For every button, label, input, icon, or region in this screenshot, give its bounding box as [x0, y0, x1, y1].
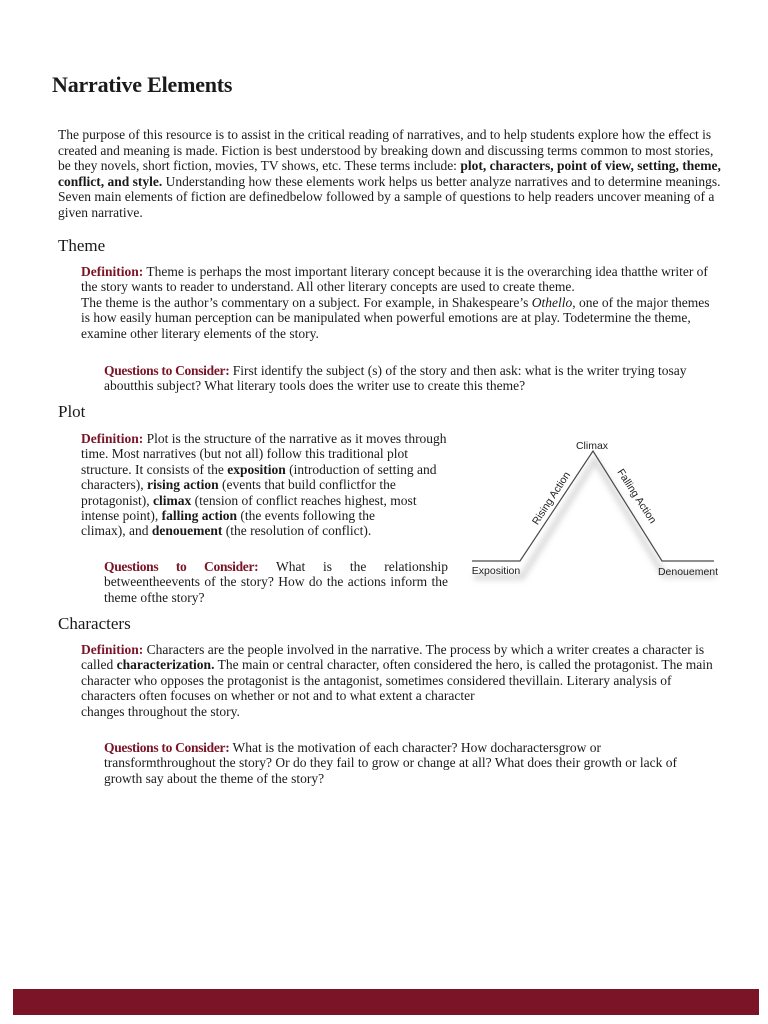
diagram-label-denouement: Denouement [657, 566, 719, 578]
diagram-label-rising-action: Rising Action [529, 469, 574, 528]
plot-def-text-2: (introduction of setting and characters), [81, 461, 437, 493]
theme-heading: Theme [58, 236, 106, 255]
plot-definition [81, 431, 453, 539]
plot-def-text-4: (tension of conflict reaches highest, most intense point), [81, 492, 417, 524]
plot-term-denouement: denouement [151, 523, 223, 539]
plot-def-text-7: (the resolution of conflict). [222, 523, 372, 539]
intro-text-2: Understanding how these elements work helps us better analyze narratives and to determine meanings. Seven main elements of fiction are definedbelow followed by a sample of questions to help readers uncover meaning of a given narrative. [58, 173, 721, 220]
characters-questions [104, 740, 714, 786]
characters-definition [81, 642, 721, 719]
theme-definition [81, 264, 721, 341]
characters-definition-label: Definition: [81, 642, 144, 657]
characters-def-text-1: Characters are the people involved in the narrative. The process by which a writer creates a character is called [81, 642, 705, 673]
plot-questions-text: What is the relationship betweentheevents of the story? How do the actions inform the theme ofthe story? [104, 559, 448, 605]
intro-paragraph [58, 127, 722, 221]
footer-bar [13, 989, 759, 1015]
theme-questions-label: Questions to Consider: [104, 363, 230, 378]
plot-definition-label: Definition: [81, 431, 144, 446]
plot-def-text-6: climax), and [81, 523, 152, 539]
theme-definition-label: Definition: [81, 264, 144, 279]
intro-terms: plot, characters, point of view, setting, theme, conflict, and style. [58, 158, 721, 189]
theme-para2-end: , one of the major themes is how easily human perception can be manipulated when powerful emotions are at play. Todetermine the theme, examine other literary elements of the story. [81, 294, 710, 341]
plot-def-text-5: (the events following the [237, 508, 375, 524]
plot-def-text-1: Plot is the structure of the narrative as it moves through time. Most narratives (but not all) follow this traditional plot structure. It consists of the [81, 431, 447, 477]
plot-term-climax: climax [153, 492, 192, 508]
theme-questions-text: First identify the subject (s) of the story and then ask: what is the writer trying tosay aboutthis subject? What literary tools does the writer use to create this theme? [104, 363, 687, 394]
characters-heading: Characters [58, 614, 131, 633]
theme-questions [104, 363, 694, 394]
characters-def-text-3: changes throughout the story. [81, 703, 240, 719]
plot-heading: Plot [58, 402, 86, 421]
plot-term-falling-action: falling action [161, 508, 238, 524]
characters-def-text-2: The main or central character, often considered the hero, is called the protagonist. The main character who opposes the protagonist is the antagonist, sometimes considered thevillain. Literary analysis of characters often focuses on whether or not and to what extent a character [81, 657, 713, 704]
plot-term-rising-action: rising action [146, 477, 219, 493]
intro-text-1: The purpose of this resource is to assist in the critical reading of narratives, and to help students explore how the effect is created and meaning is made. Fiction is best understood by breaking down and discussing terms common to most stories, be they novels, short fiction, movies, TV shows, etc. These terms include: [58, 127, 714, 174]
theme-para2-italic: Othello [531, 294, 573, 310]
diagram-label-climax: Climax [575, 440, 609, 452]
characters-questions-text: What is the motivation of each character? How docharactersgrow or transformthroughout the story? Or do they fail to grow or change at all? What does their growth or lack of growth say about the theme of the story? [104, 740, 677, 786]
theme-definition-text: Theme is perhaps the most important literary concept because it is the overarching idea thatthe writer of the story wants to reader to understand. All other literary concepts are used to create theme. [81, 264, 708, 295]
characters-questions-label: Questions to Consider: [104, 740, 230, 755]
plot-questions [104, 559, 448, 605]
characters-term-characterization: characterization. [116, 657, 215, 673]
plot-structure-diagram [462, 430, 732, 610]
plot-term-exposition: exposition [227, 461, 286, 477]
plot-def-text-3: (events that build conflictfor the protagonist), [81, 477, 396, 508]
diagram-label-falling-action: Falling Action [614, 466, 659, 526]
plot-questions-label: Questions to Consider: [104, 559, 259, 574]
theme-para2-start: The theme is the author’s commentary on a subject. For example, in Shakespeare’s [81, 294, 532, 310]
page-title: Narrative Elements [52, 72, 233, 97]
diagram-label-exposition: Exposition [471, 565, 521, 577]
